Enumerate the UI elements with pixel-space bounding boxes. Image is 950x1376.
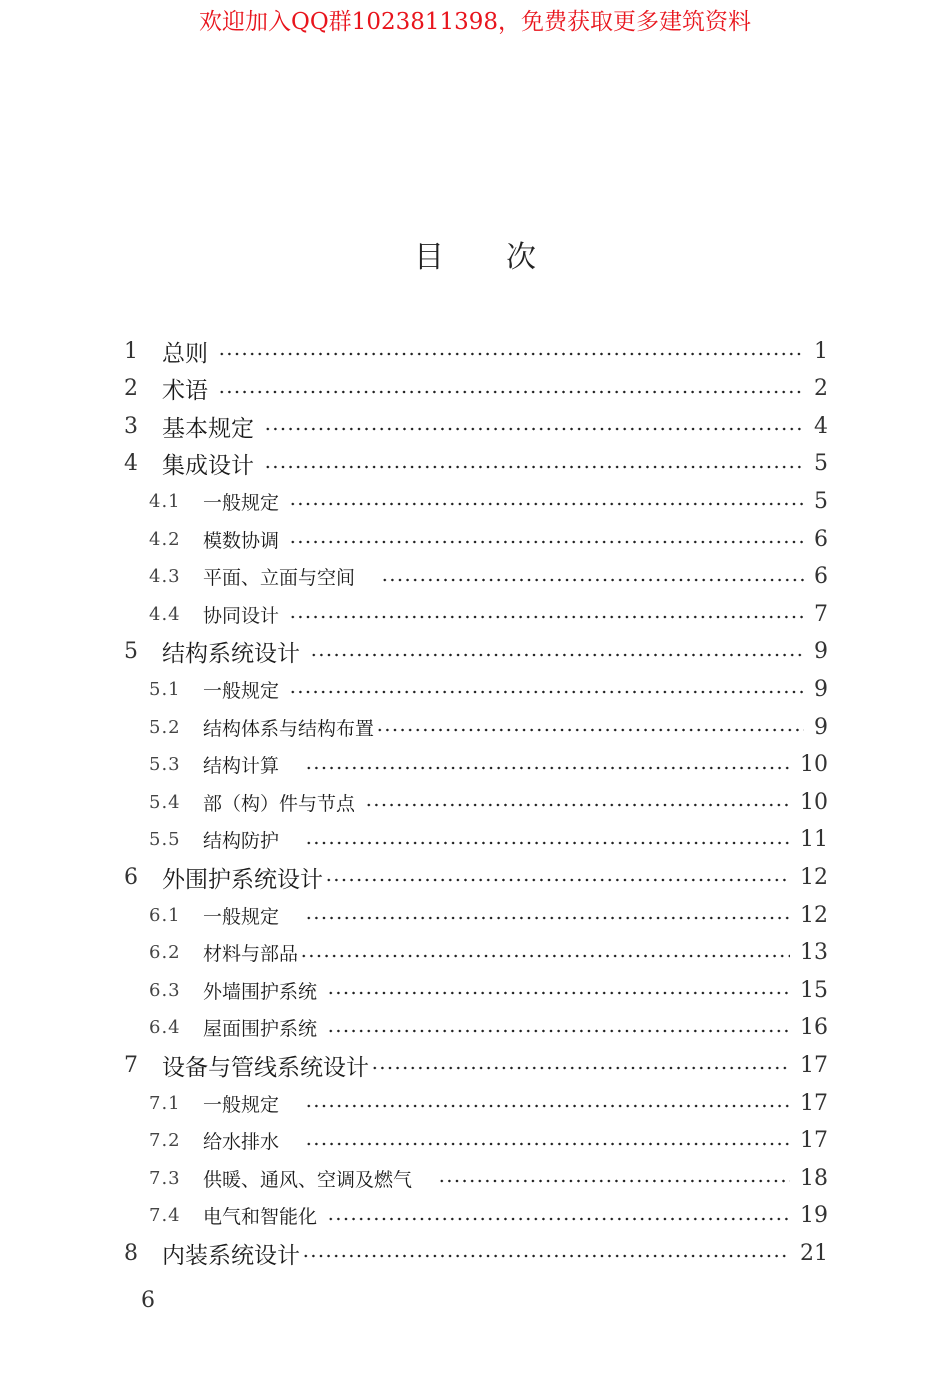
toc-entry-number: 1 [124, 338, 138, 364]
dot-leader [264, 465, 804, 469]
toc-entry-number: 5.2 [149, 716, 181, 738]
toc-entry-page: 9 [814, 676, 828, 702]
toc-entry-number: 4.4 [149, 603, 181, 625]
toc-entry[interactable] [149, 596, 828, 632]
toc-entry-number: 7 [124, 1052, 138, 1078]
toc-entry-page: 12 [800, 864, 828, 890]
toc-entry[interactable] [149, 972, 828, 1008]
toc-entry-page: 9 [814, 714, 828, 740]
toc-entry[interactable] [124, 1047, 828, 1083]
toc-entry-label: 结构体系与结构布置 [203, 717, 375, 740]
toc-entry-number: 5.1 [149, 678, 181, 700]
toc-entry-number: 6 [124, 864, 138, 890]
dot-leader [305, 1142, 790, 1146]
toc-entry[interactable] [149, 1010, 828, 1046]
toc-entry-page: 13 [800, 940, 828, 966]
toc-entry-page: 5 [814, 451, 828, 477]
toc-entry-label: 一般规定 [203, 679, 280, 702]
dot-leader [305, 766, 790, 770]
toc-entry-page: 9 [814, 639, 828, 665]
dot-leader [305, 841, 790, 845]
dot-leader [305, 1104, 790, 1108]
dot-leader [327, 1029, 790, 1033]
toc-entry-label: 外墙围护系统 [203, 980, 318, 1003]
toc-entry-number: 4.1 [149, 490, 181, 512]
toc-entry-page: 10 [800, 752, 828, 778]
toc-entry-page: 16 [800, 1015, 828, 1041]
toc-entry[interactable] [149, 671, 828, 707]
toc-entry[interactable] [124, 371, 828, 407]
page-number: 6 [141, 1288, 155, 1313]
toc-entry-label: 供暖、通风、空调及燃气 [203, 1168, 413, 1191]
toc-entry-label: 屋面围护系统 [203, 1018, 318, 1041]
toc-entry-page: 18 [800, 1165, 828, 1191]
toc-entry[interactable] [124, 1235, 828, 1271]
toc-entry-page: 2 [814, 376, 828, 402]
toc-entry-label: 术语 [162, 378, 208, 405]
toc-entry-number: 7.1 [149, 1092, 181, 1114]
toc-entry-page: 4 [814, 413, 828, 439]
toc-entry-page: 21 [800, 1240, 828, 1266]
toc-entry-page: 1 [814, 338, 828, 364]
toc-entry[interactable] [149, 1198, 828, 1234]
toc-entry[interactable] [149, 747, 828, 783]
toc-entry[interactable] [124, 446, 828, 482]
toc-entry-page: 7 [814, 601, 828, 627]
dot-leader [289, 540, 804, 544]
toc-entry[interactable] [149, 559, 828, 595]
toc-entry-page: 6 [814, 526, 828, 552]
toc-entry-page: 11 [800, 827, 828, 853]
toc-entry-label: 总则 [162, 340, 208, 367]
dot-leader [302, 1254, 790, 1258]
dot-leader [310, 653, 804, 657]
dot-leader [325, 878, 790, 882]
toc-entry-number: 5.4 [149, 791, 181, 813]
dot-leader [327, 991, 790, 995]
dot-leader [289, 615, 804, 619]
toc-entry[interactable] [124, 634, 828, 670]
dot-leader [365, 803, 790, 807]
toc-entry-number: 5.3 [149, 754, 181, 776]
toc-entry-page: 19 [800, 1203, 828, 1229]
toc-entry-page: 10 [800, 789, 828, 815]
toc-entry[interactable] [149, 521, 828, 557]
dot-leader [376, 728, 804, 732]
toc-entry-page: 12 [800, 902, 828, 928]
toc-entry[interactable] [149, 483, 828, 519]
toc-entry[interactable] [149, 935, 828, 971]
toc-entry[interactable] [124, 408, 828, 444]
toc-entry-label: 平面、立面与空间 [203, 567, 356, 590]
dot-leader [305, 916, 790, 920]
dot-leader [218, 390, 804, 394]
dot-leader [381, 578, 804, 582]
toc-entry-label: 模数协调 [203, 529, 280, 552]
toc-entry-page: 15 [800, 977, 828, 1003]
toc-entry-page: 17 [800, 1052, 828, 1078]
toc-entry-number: 5 [124, 639, 138, 665]
toc-entry-page: 17 [800, 1128, 828, 1154]
toc-entry-number: 8 [124, 1240, 138, 1266]
dot-leader [264, 427, 804, 431]
toc-entry[interactable] [149, 1123, 828, 1159]
toc-entry-label: 一般规定 [203, 491, 280, 514]
toc-entry-number: 6.2 [149, 942, 181, 964]
toc-entry-number: 7.2 [149, 1130, 181, 1152]
toc-entry-label: 材料与部品 [203, 943, 299, 966]
toc-entry-label: 部（构）件与节点 [203, 792, 356, 815]
toc-entry-label: 一般规定 [203, 905, 280, 928]
toc-entry[interactable] [149, 784, 828, 820]
dot-leader [371, 1066, 790, 1070]
dot-leader [300, 954, 790, 958]
toc-entry[interactable] [149, 822, 828, 858]
dot-leader [289, 690, 804, 694]
toc-entry-page: 5 [814, 488, 828, 514]
toc-entry-number: 4.3 [149, 566, 181, 588]
toc-entry-label: 协同设计 [203, 604, 280, 627]
toc-entry-number: 6.1 [149, 904, 181, 926]
toc-entry-label: 给水排水 [203, 1131, 280, 1154]
toc-entry-page: 6 [814, 564, 828, 590]
toc-entry-number: 7.3 [149, 1167, 181, 1189]
toc-entry-label: 设备与管线系统设计 [162, 1054, 369, 1081]
watermark-banner: 欢迎加入QQ群1023811398，免费获取更多建筑资料 [198, 9, 752, 35]
toc-entry-label: 结构防护 [203, 830, 280, 853]
toc-entry-label: 结构系统设计 [162, 641, 300, 668]
toc-entry-number: 6.4 [149, 1017, 181, 1039]
toc-entry-page: 17 [800, 1090, 828, 1116]
title-char-2: 次 [506, 240, 536, 275]
toc-entry[interactable] [149, 897, 828, 933]
toc-entry-number: 5.5 [149, 829, 181, 851]
toc-entry-label: 结构计算 [203, 755, 280, 778]
title-char-1: 目 [414, 240, 444, 275]
toc-entry-label: 电气和智能化 [203, 1206, 318, 1229]
toc-entry-number: 2 [124, 376, 138, 402]
toc-entry[interactable] [149, 1160, 828, 1196]
toc-entry-number: 4.2 [149, 528, 181, 550]
toc-entry[interactable] [124, 859, 828, 895]
dot-leader [218, 352, 804, 356]
toc-entry[interactable] [149, 1085, 828, 1121]
toc-entry-number: 4 [124, 451, 138, 477]
toc-entry-number: 7.4 [149, 1205, 181, 1227]
dot-leader [289, 502, 804, 506]
toc-entry-label: 外围护系统设计 [162, 866, 323, 893]
toc-entry-number: 3 [124, 413, 138, 439]
dot-leader [438, 1179, 790, 1183]
toc-entry-label: 内装系统设计 [162, 1242, 300, 1269]
toc-entry[interactable] [124, 333, 828, 369]
toc-entry-label: 集成设计 [162, 453, 254, 480]
toc-entry-number: 6.3 [149, 979, 181, 1001]
toc-entry-label: 一般规定 [203, 1093, 280, 1116]
toc-entry[interactable] [149, 709, 828, 745]
page-title [0, 238, 950, 278]
toc-entry-label: 基本规定 [162, 415, 254, 442]
dot-leader [327, 1217, 790, 1221]
